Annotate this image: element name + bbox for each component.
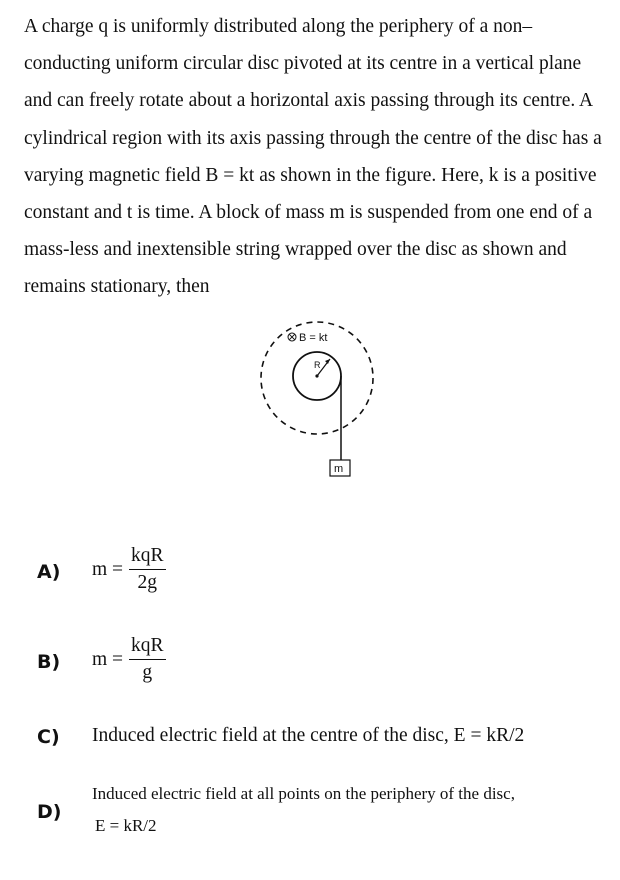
option-b-fraction xyxy=(129,635,166,684)
field-label: B = kt xyxy=(299,332,328,344)
question-text: A charge q is uniformly distributed along the periphery of a non–conducting uniform circular disc pivoted at its centre in a vertical plane and can freely rotate about a horizontal axis passing through its centre. A cylindrical region with its axis passing through the centre of the disc has a varying magnetic field B = kt as shown in the figure. Here, k is a positive constant and t is time. A block of mass m is suspended from one end of a mass-less and inextensible string wrapped over the disc as shown and remains stationary, then xyxy=(24,16,602,298)
option-d-label[interactable]: D) xyxy=(37,801,62,823)
option-a-denominator: 2g xyxy=(137,572,158,593)
option-b-expression[interactable] xyxy=(92,635,166,684)
radius-label: R xyxy=(314,360,321,370)
option-a-lhs: m = xyxy=(92,558,124,580)
radius-arrow-icon xyxy=(325,359,330,364)
option-d-line-1[interactable]: Induced electric field at all points on the periphery of the disc, xyxy=(92,784,515,803)
option-d-line-2[interactable]: E = kR/2 xyxy=(95,816,157,835)
option-b-lhs: m = xyxy=(92,648,124,670)
option-b-label[interactable]: B) xyxy=(37,651,61,673)
mass-label: m xyxy=(334,463,344,475)
option-b-denominator: g xyxy=(142,662,153,683)
option-a-label[interactable]: A) xyxy=(37,561,61,583)
centre-dot xyxy=(315,374,318,377)
option-b-numerator: kqR xyxy=(129,635,166,660)
option-c-text[interactable]: Induced electric field at the centre of the disc, E = kR/2 xyxy=(92,725,525,746)
disc-figure xyxy=(250,312,380,484)
option-a-expression[interactable] xyxy=(92,545,166,594)
option-a-numerator: kqR xyxy=(129,545,166,570)
option-a-fraction xyxy=(129,545,166,594)
option-c-label[interactable]: C) xyxy=(37,726,60,748)
